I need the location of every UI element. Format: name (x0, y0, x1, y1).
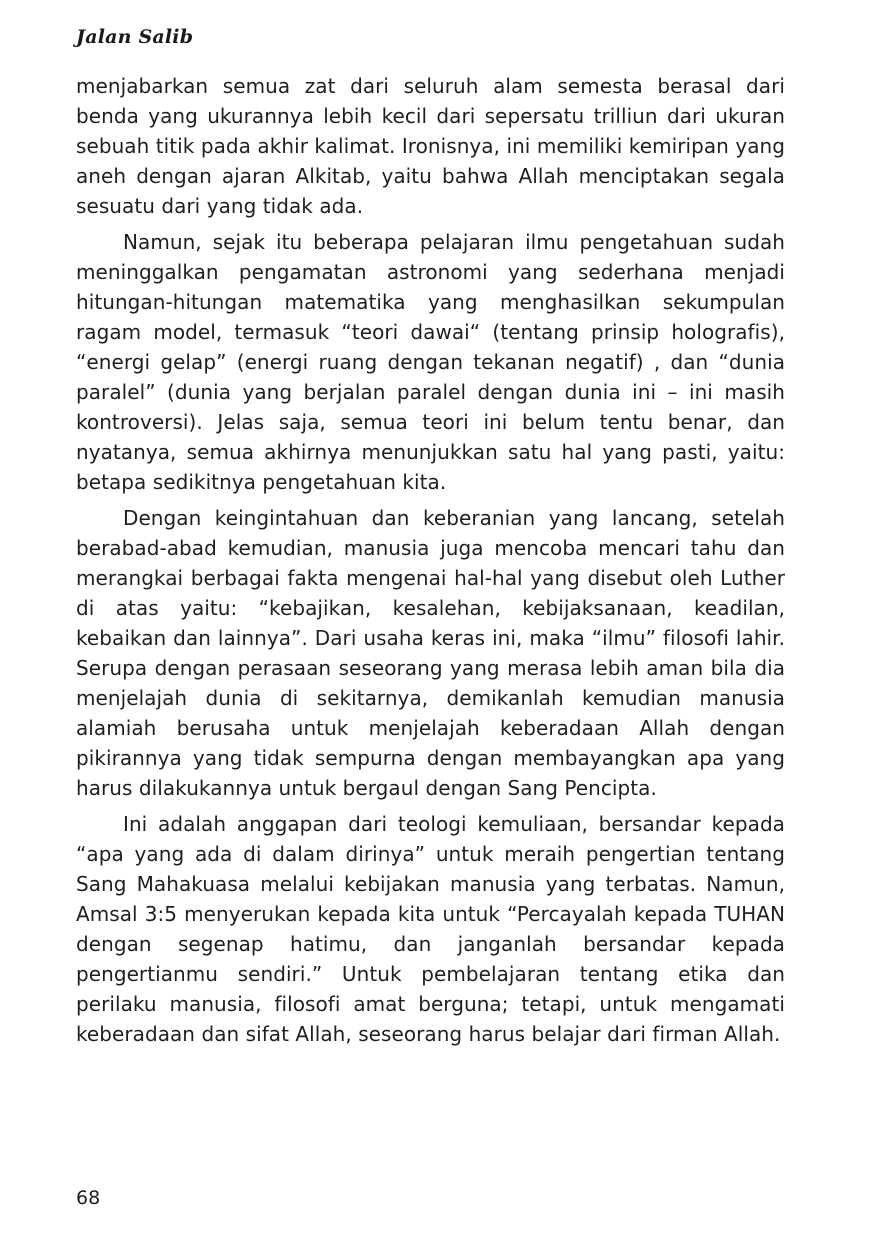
running-header: Jalan Salib (76, 26, 194, 48)
paragraph: Namun, sejak itu beberapa pelajaran ilmu pengetahuan sudah meninggalkan pengamatan astronomi yang sederhana menjadi hitungan-hitungan matematika yang menghasilkan sekumpulan ragam model, termasuk “teori dawai“ (tentang prinsip holografis), “energi gelap” (energi ruang dengan tekanan negatif) , dan “dunia paralel” (dunia yang berjalan paralel dengan dunia ini – ini masih kontroversi). Jelas saja, semua teori ini belum tentu benar, dan nyatanya, semua akhirnya menunjukkan satu hal yang pasti, yaitu: betapa sedikitnya pengetahuan kita. (76, 230, 785, 494)
paragraph: Ini adalah anggapan dari teologi kemuliaan, bersandar kepada “apa yang ada di dalam dirinya” untuk meraih pengertian tentang Sang Mahakuasa melalui kebijakan manusia yang terbatas. Namun, Amsal 3:5 menyerukan kepada kita untuk “Percayalah kepada TUHAN dengan segenap hatimu, dan janganlah bersandar kepada pengertianmu sendiri.” Untuk pembelajaran tentang etika dan perilaku manusia, filosofi amat berguna; tetapi, untuk mengamati keberadaan dan sifat Allah, seseorang harus belajar dari firman Allah. (76, 812, 785, 1046)
paragraph-continued: menjabarkan semua zat dari seluruh alam semesta berasal dari benda yang ukurannya lebih kecil dari sepersatu trilliun dari ukuran sebuah titik pada akhir kalimat. Ironisnya, ini memiliki kemiripan yang aneh dengan ajaran Alkitab, yaitu bahwa Allah menciptakan segala sesuatu dari yang tidak ada. (76, 74, 785, 218)
page-number: 68 (76, 1187, 101, 1209)
paragraph: Dengan keingintahuan dan keberanian yang lancang, setelah berabad-abad kemudian, manusia juga mencoba mencari tahu dan merangkai berbagai fakta mengenai hal-hal yang disebut oleh Luther di atas yaitu: “kebajikan, kesalehan, kebijaksanaan, keadilan, kebaikan dan lainnya”. Dari usaha keras ini, maka “ilmu” filosofi lahir. Serupa dengan perasaan seseorang yang merasa lebih aman bila dia menjelajah dunia di sekitarnya, demikanlah kemudian manusia alamiah berusaha untuk menjelajah keberadaan Allah dengan pikirannya yang tidak sempurna dengan membayangkan apa yang harus dilakukannya untuk bergaul dengan Sang Pencipta. (76, 506, 785, 800)
body-text (76, 71, 785, 1055)
